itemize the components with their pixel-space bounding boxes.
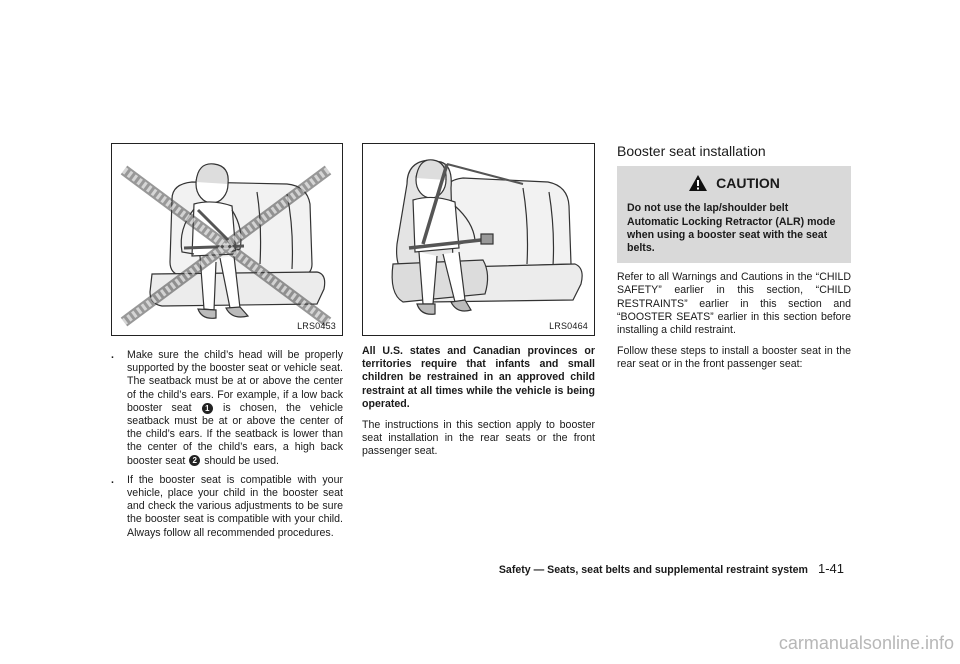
illustration-child-in-vehicle-seat bbox=[112, 144, 341, 334]
bullet-marker: . bbox=[111, 473, 114, 486]
page-number: 1-41 bbox=[817, 561, 844, 576]
figure-id-label: LRS0453 bbox=[297, 321, 336, 331]
instructions-scope-text: The instructions in this section apply to booster seat installation in the rear seats or the front passenger seat. bbox=[362, 419, 595, 458]
bullet-text: Make sure the child’s head will be properly supported by the booster seat or vehicle seat. The seatback must be at or above the center of the child’s ears. For example, if a low back booster seat bbox=[127, 349, 343, 414]
bullet-text: is chosen, the vehicle seatback must be at or above the center of the child’s ears. If the seatback is lower than the center of the child’s ears, a high back booster seat bbox=[127, 401, 344, 467]
install-steps-intro: Follow these steps to install a booster seat in the rear seat or in the front passenger seat: bbox=[617, 345, 851, 371]
bullet-marker: . bbox=[111, 349, 114, 361]
figure-child-seat-crossed bbox=[111, 143, 343, 336]
figure-child-booster-seat bbox=[362, 143, 595, 336]
figure-id-label: LRS0464 bbox=[549, 321, 588, 331]
caution-text: Do not use the lap/shoulder belt Automatic Locking Retractor (ALR) mode when using a booster seat with the seat belts. bbox=[627, 202, 836, 255]
right-column bbox=[617, 145, 851, 380]
reference-number-2: 2 bbox=[189, 455, 200, 466]
bullet-list bbox=[111, 349, 343, 540]
warning-triangle-icon bbox=[688, 174, 708, 194]
reference-number-1: 1 bbox=[202, 403, 213, 414]
page-footer bbox=[499, 561, 844, 576]
illustration-child-in-booster-seat bbox=[363, 144, 593, 334]
left-column bbox=[111, 349, 343, 546]
warnings-reference-text: Refer to all Warnings and Cautions in the “CHILD SAFETY” earlier in this section, “CHILD RESTRAINTS” earlier in this section and “BOOSTER SEATS” earlier in this section before installing a child restraint. bbox=[617, 271, 851, 337]
watermark: carmanualsonline.info bbox=[778, 633, 954, 653]
caution-title: CAUTION bbox=[716, 175, 780, 192]
bullet-head-support bbox=[111, 349, 343, 468]
middle-column bbox=[362, 345, 595, 467]
bullet-compatibility bbox=[111, 474, 343, 540]
bullet-text: should be used. bbox=[201, 454, 279, 467]
legal-requirement-text: All U.S. states and Canadian provinces or territories require that infants and small children be restrained in an approved child restraint at all times while the vehicle is being operated. bbox=[362, 345, 595, 410]
section-heading: Booster seat installation bbox=[617, 143, 766, 159]
footer-section-title: Safety — Seats, seat belts and supplemental restraint system bbox=[498, 564, 808, 576]
caution-header bbox=[627, 174, 841, 194]
bullet-text: If the booster seat is compatible with your vehicle, place your child in the booster seat and check the various adjustments to be sure the booster seat is compatible with your child. Always follow all recommended procedures. bbox=[127, 473, 343, 539]
caution-box bbox=[617, 166, 851, 263]
